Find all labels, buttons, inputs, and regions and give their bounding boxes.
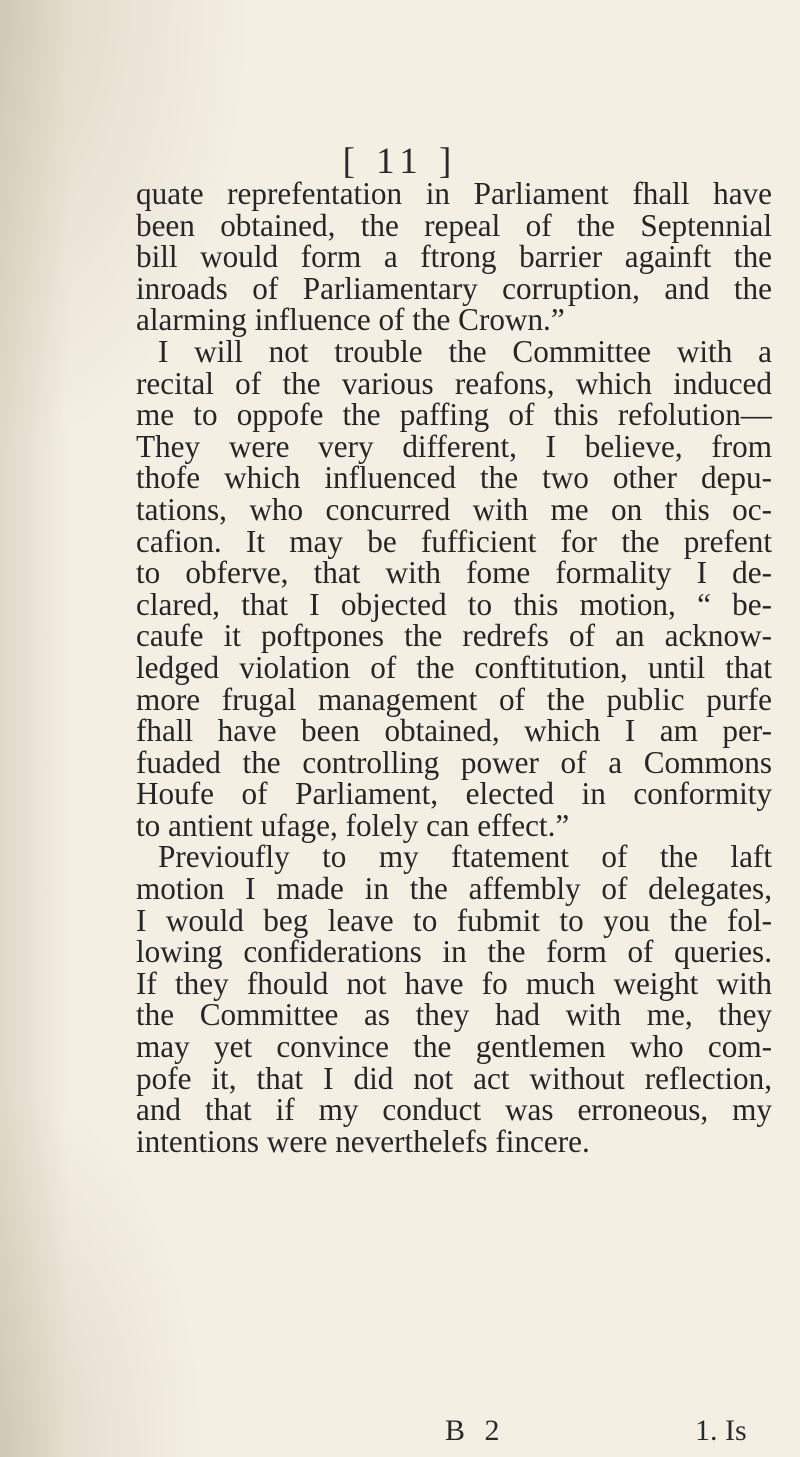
text-line: recital of the various reafons, which induced [136,365,772,401]
text-line: fuaded the controlling power of a Commons [136,744,772,780]
text-line: I would beg leave to fubmit to you the fol- [136,902,772,938]
text-line: Houfe of Parliament, elected in conformity [136,776,772,812]
signature-mark: B 2 [445,1414,506,1447]
text-line: I will not trouble the Committee with a [158,333,772,369]
text-line: inroads of Parliamentary corruption, and the [136,270,772,306]
text-line: thofe which influenced the two other depu- [136,460,772,496]
text-line: been obtained, the repeal of the Septennial [136,207,772,243]
text-line: bill would form a ftrong barrier againft the [136,239,772,275]
text-line: caufe it poftpones the redrefs of an acknow- [136,618,772,654]
text-line: the Committee as they had with me, they [136,997,772,1033]
text-line: more frugal management of the public purfe [136,681,772,717]
text-line: and that if my conduct was erroneous, my [136,1092,772,1128]
text-line: may yet convince the gentlemen who com- [136,1029,772,1065]
text-line: If they fhould not have fo much weight with [136,965,772,1001]
text-line: Previoufly to my ftatement of the laft [158,839,772,875]
page-footer [0,1414,800,1454]
text-line: to antient ufage, folely can effect.” [136,807,570,843]
catchword: 1. Is [695,1414,747,1447]
text-line: ledged violation of the conftitution, until that [136,649,772,685]
text-line: me to oppofe the paffing of this refolution— [136,397,772,433]
text-line: pofe it, that I did not act without reflection, [136,1060,772,1096]
text-line: clared, that I objected to this motion, “ be- [136,586,772,622]
text-line: alarming influence of the Crown.” [136,302,565,338]
text-line: motion I made in the affembly of delegates, [136,871,772,907]
text-line: intentions were neverthelefs fincere. [136,1123,590,1159]
text-line: They were very different, I believe, from [136,428,772,464]
text-line: lowing confiderations in the form of queries. [136,934,772,970]
text-line: fhall have been obtained, which I am per- [136,713,772,749]
text-line: cafion. It may be fufficient for the prefent [136,523,772,559]
text-line: to obferve, that with fome formality I de- [136,555,772,591]
body-text [136,178,772,1157]
page-number: [ 11 ] [342,141,458,182]
text-line: tations, who concurred with me on this oc- [136,491,772,527]
text-line: quate reprefentation in Parliament fhall have [136,176,772,211]
